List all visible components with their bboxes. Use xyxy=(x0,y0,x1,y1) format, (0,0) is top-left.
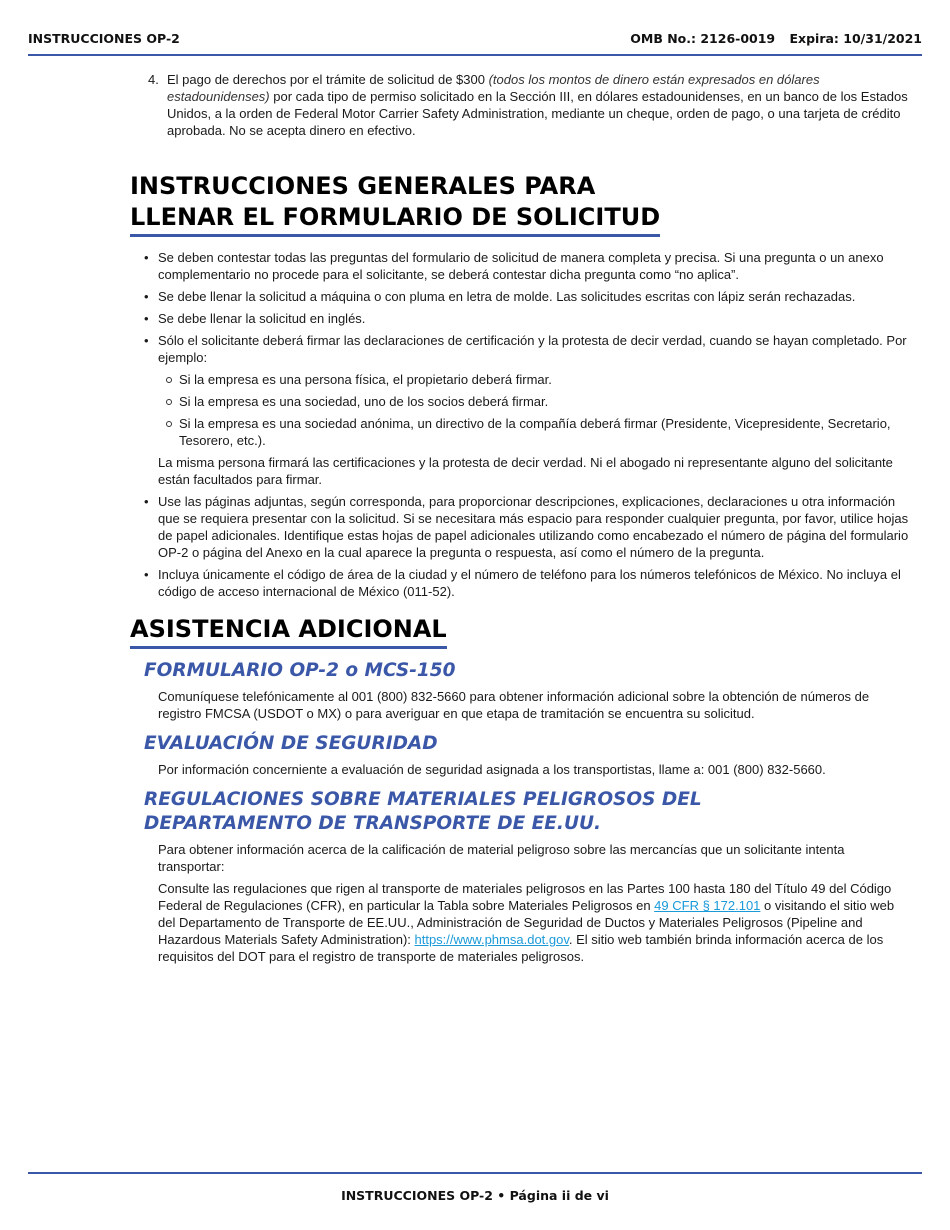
item-number: 4. xyxy=(148,72,159,87)
list-item: • Incluya únicamente el código de área de la ciudad y el número de teléfono para los números telefónicos de México. No incluya el código de acceso internacional de México (011-52). xyxy=(158,566,910,600)
page-content xyxy=(130,71,910,965)
footer-divider xyxy=(28,1172,922,1174)
form-title: INSTRUCCIONES OP-2 xyxy=(28,31,180,46)
omb-number: OMB No.: 2126-0019 xyxy=(630,31,776,46)
phmsa-link[interactable]: https://www.phmsa.dot.gov xyxy=(414,932,569,947)
general-instructions-title: INSTRUCCIONES GENERALES PARA LLENAR EL FORMULARIO DE SOLICITUD xyxy=(130,171,660,237)
signer-examples-list xyxy=(158,371,910,449)
cfr-link[interactable]: 49 CFR § 172.101 xyxy=(654,898,761,913)
instructions-list xyxy=(130,249,910,600)
list-item-4 xyxy=(148,71,910,139)
safety-evaluation-heading: EVALUACIÓN DE SEGURIDAD xyxy=(144,733,438,754)
header-divider xyxy=(28,54,922,56)
additional-assistance-title: ASISTENCIA ADICIONAL xyxy=(130,614,447,649)
omb-info xyxy=(620,31,922,46)
item-4-text: El pago de derechos por el trámite de solicitud de $300 (todos los montos de dinero están expresados en dólares estadounidenses) por cada tipo de permiso solicitado en la Sección III, en dólares estadounidenses, en un banco de los Estados Unidos, a la orden de Federal Motor Carrier Safety Administration, mediante un cheque, orden de pago, o una tarjeta de crédito aprobada. No se acepta dinero en efectivo. xyxy=(167,72,908,138)
list-item: • Sólo el solicitante deberá firmar las declaraciones de certificación y la protesta de decir verdad, cuando se hayan completado. Por ejemplo: Si la empresa es una persona física, el propietario deberá firmar. Si la empresa es una sociedad, uno de los socios deberá firmar. Si la empresa es una sociedad anónima, un directivo de la compañía deberá firmar (Presidente, Vicepresidente, Secretario, Tesorero, etc.). La misma persona firmará las certificaciones y la protesta de decir verdad. Ni el abogado ni representante alguno del solicitante están facultados para firmar. xyxy=(158,332,910,488)
list-item: • Use las páginas adjuntas, según corresponda, para proporcionar descripciones, explicaciones, declaraciones u otra información que se requiera presentar con la solicitud. Si se necesitara más espacio para responder cualquier pregunta, por favor, utilice hojas de papel adicionales. Identifique estas hojas de papel adicionales utilizando como encabezado el número de página del formulario OP-2 o página del Anexo en la cual aparece la pregunta o respuesta, así como el número de la pregunta. xyxy=(158,493,910,561)
page-footer: INSTRUCCIONES OP-2 • Página ii de vi xyxy=(341,1188,609,1203)
additional-assistance-section xyxy=(130,614,910,965)
sub-list-item: Si la empresa es una sociedad, uno de los socios deberá firmar. xyxy=(179,393,910,410)
sub-list-item: Si la empresa es una sociedad anónima, un directivo de la compañía deberá firmar (Presidente, Vicepresidente, Secretario, Tesorero, etc.). xyxy=(179,415,910,449)
same-person-note: La misma persona firmará las certificaciones y la protesta de decir verdad. Ni el abogado ni representante alguno del solicitante están facultados para firmar. xyxy=(158,455,893,487)
list-item: • Se debe llenar la solicitud a máquina o con pluma en letra de molde. Las solicitudes escritas con lápiz serán rechazadas. xyxy=(158,288,910,305)
form-op2-heading: FORMULARIO OP-2 o MCS-150 xyxy=(144,660,456,681)
general-instructions-section xyxy=(130,171,910,600)
page-header xyxy=(28,31,922,46)
hazmat-heading: REGULACIONES SOBRE MATERIALES PELIGROSOS DEL DEPARTAMENTO DE TRANSPORTE DE EE.UU. xyxy=(144,789,702,834)
list-item: • Se debe llenar la solicitud en inglés. xyxy=(158,310,910,327)
hazmat-text: Consulte las regulaciones que rigen al transporte de materiales peligrosos en las Partes 100 hasta 180 del Título 49 del Código Federal de Regulaciones (CFR), en particular la Tabla sobre Materiales Peligrosos en 49 CFR § 172.101 o visitando el sitio web del Departamento de Transporte de EE.UU., Administración de Seguridad de Ductos y Materiales Peligrosos (Pipeline and Hazardous Materials Safety Administration): https://www.phmsa.dot.gov. El sitio web también brinda información acerca de los requisitos del DOT para el registro de transporte de materiales peligrosos. xyxy=(158,881,895,964)
hazmat-intro: Para obtener información acerca de la calificación de material peligroso sobre las mercancías que un solicitante intenta transportar: xyxy=(158,842,845,874)
expiration-date: Expira: 10/31/2021 xyxy=(789,31,922,46)
form-op2-text: Comuníquese telefónicamente al 001 (800) 832-5660 para obtener información adicional sobre la obtención de números de registro FMCSA (USDOT o MX) o para averiguar en que etapa de tramitación se encuentra su solicitud. xyxy=(158,689,870,721)
list-item: • Se deben contestar todas las preguntas del formulario de solicitud de manera completa y precisa. Si una pregunta o un anexo complementario no procede para el solicitante, se deberá contestar dicha pregunta como “no aplica”. xyxy=(158,249,910,283)
sub-list-item: Si la empresa es una persona física, el propietario deberá firmar. xyxy=(179,371,910,388)
currency-note: (todos los montos de dinero están expresados en dólares estadounidenses) xyxy=(167,72,820,104)
safety-evaluation-text: Por información concerniente a evaluación de seguridad asignada a los transportistas, llame a: 001 (800) 832-5660. xyxy=(158,762,826,777)
